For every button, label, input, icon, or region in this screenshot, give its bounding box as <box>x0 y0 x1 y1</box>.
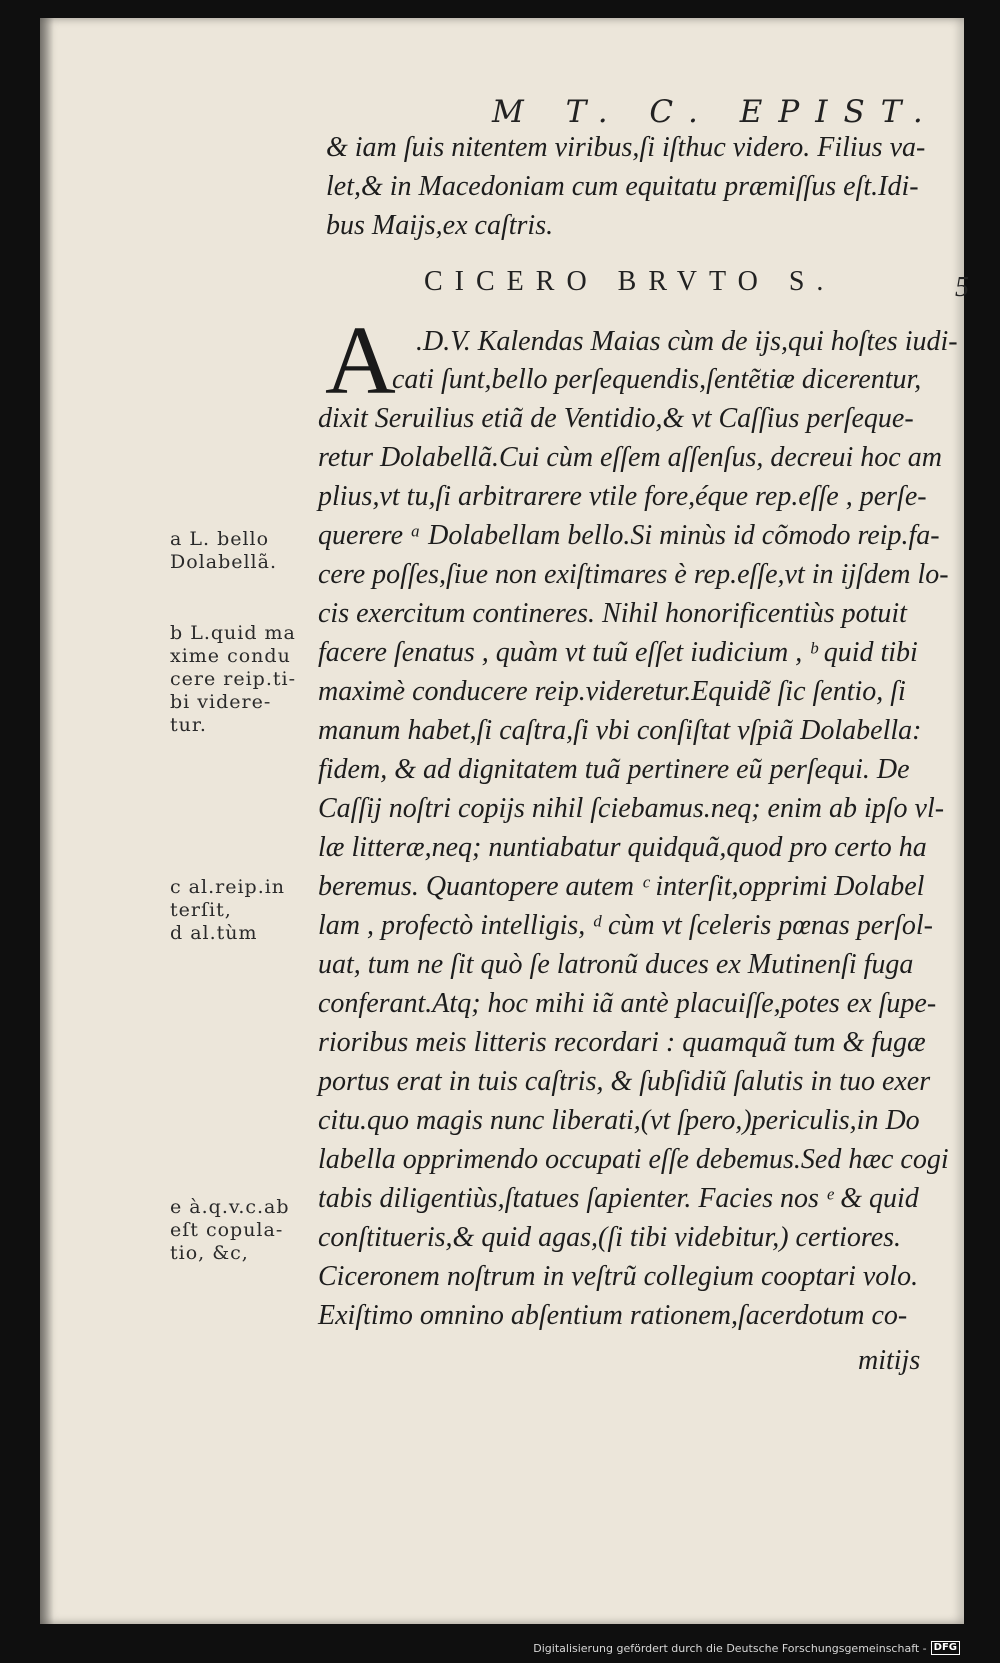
body-line: lam , profectò intelligis, ᵈ cùm vt ſceleris pœnas perſol- <box>318 910 934 941</box>
credit-text: Digitalisierung gefördert durch die Deutsche Forschungsgemeinschaft - <box>533 1641 927 1655</box>
body-line: læ litteræ,neq; nuntiabatur quidquã,quod pro certo ha <box>318 832 927 863</box>
note-line: bi videre- <box>170 691 272 713</box>
letter-title: CICERO BRVTO S. <box>424 266 836 297</box>
body-line: citu.quo magis nunc liberati,(vt ſpero,)periculis,in Do <box>318 1105 920 1136</box>
note-line: tio, &c, <box>170 1242 249 1264</box>
note-line: Dolabellã. <box>170 551 278 573</box>
marginal-note-a <box>170 528 277 574</box>
note-line: a L. bello <box>170 528 270 550</box>
body-line: beremus. Quantopere autem ᶜ interſit,opprimi Dolabel <box>318 871 925 902</box>
body-line: Ciceronem noſtrum in veſtrũ collegium cooptari volo. <box>318 1261 919 1292</box>
catchword: mitijs <box>858 1345 921 1376</box>
body-line: conſtitueris,& quid agas,(ſi tibi videbitur,) certiores. <box>318 1222 902 1253</box>
note-line: terſit, <box>170 899 232 921</box>
note-line: cere reip.ti- <box>170 668 296 690</box>
digitization-credit <box>533 1641 960 1655</box>
note-line: eſt copula- <box>170 1219 284 1241</box>
body-line: plius,vt tu,ſi arbitrarere vtile fore,éque rep.eſſe , perſe- <box>318 481 927 512</box>
continuation-line: & iam ſuis nitentem viribus,ſi iſthuc videro. Filius va- <box>326 132 926 163</box>
body-line: conferant.Atq; hoc mihi iã antè placuiſſe,potes ex ſupe- <box>318 988 937 1019</box>
body-line: uat, tum ne ſit quò ſe latronũ duces ex Mutinenſi fuga <box>318 949 914 980</box>
page-number: 5 <box>955 272 969 303</box>
marginal-note-c-d <box>170 876 285 945</box>
body-line: dixit Seruilius etiã de Ventidio,& vt Caſſius perſeque- <box>318 403 914 434</box>
body-line: querere ᵃ Dolabellam bello.Si minùs id cõmodo reip.fa- <box>318 520 940 551</box>
body-line: .D.V. Kalendas Maias cùm de ijs,qui hoſtes iudi- <box>416 326 958 357</box>
note-line: b L.quid ma <box>170 622 296 644</box>
note-line: d al.tùm <box>170 922 258 944</box>
marginal-note-b <box>170 622 296 737</box>
marginal-note-e <box>170 1196 290 1265</box>
note-line: e à.q.v.c.ab <box>170 1196 290 1218</box>
body-line: cati ſunt,bello perſequendis,ſentẽtiæ dicerentur, <box>392 364 922 395</box>
body-line: fidem, & ad dignitatem tuã pertinere eũ perſequi. De <box>318 754 910 785</box>
continuation-line: bus Maijs,ex caſtris. <box>326 210 554 241</box>
body-line: labella opprimendo occupati eſſe debemus.Sed hæc cogi <box>318 1144 949 1175</box>
body-line: Caſſij noſtri copijs nihil ſciebamus.neq; enim ab ipſo vl- <box>318 793 945 824</box>
running-head: M T. C. EPIST. <box>492 94 939 130</box>
body-line: retur Dolabellã.Cui cùm eſſem aſſenſus, decreui hoc am <box>318 442 942 473</box>
body-line: cis exercitum contineres. Nihil honorificentiùs potuit <box>318 598 907 629</box>
body-line: facere ſenatus , quàm vt tuũ eſſet iudicium , ᵇ quid tibi <box>318 637 918 668</box>
gutter-shadow <box>40 18 54 1624</box>
body-line: Exiſtimo omnino abſentium rationem,ſacerdotum co- <box>318 1300 908 1331</box>
continuation-line: let,& in Macedoniam cum equitatu præmiſſus eſt.Idi- <box>326 171 919 202</box>
body-line: tabis diligentiùs,ſtatues ſapienter. Facies nos ᵉ & quid <box>318 1183 919 1214</box>
body-line: portus erat in tuis caſtris, & ſubſidiũ ſalutis in tuo exer <box>318 1066 931 1097</box>
note-line: tur. <box>170 714 207 736</box>
body-line: manum habet,ſi caſtra,ſi vbi conſiſtat vſpiã Dolabella: <box>318 715 922 746</box>
note-line: c al.reip.in <box>170 876 286 898</box>
dfg-logo-icon[interactable]: DFG <box>931 1641 960 1655</box>
note-line: xime condu <box>170 645 291 667</box>
body-line: cere poſſes,ſiue non exiſtimares è rep.eſſe,vt in ijſdem lo- <box>318 559 949 590</box>
body-line: maximè conducere reip.videretur.Equidẽ ſic ſentio, ſi <box>318 676 906 707</box>
drop-cap: A <box>325 307 396 415</box>
body-line: rioribus meis litteris recordari : quamquã tum & fugæ <box>318 1027 926 1058</box>
